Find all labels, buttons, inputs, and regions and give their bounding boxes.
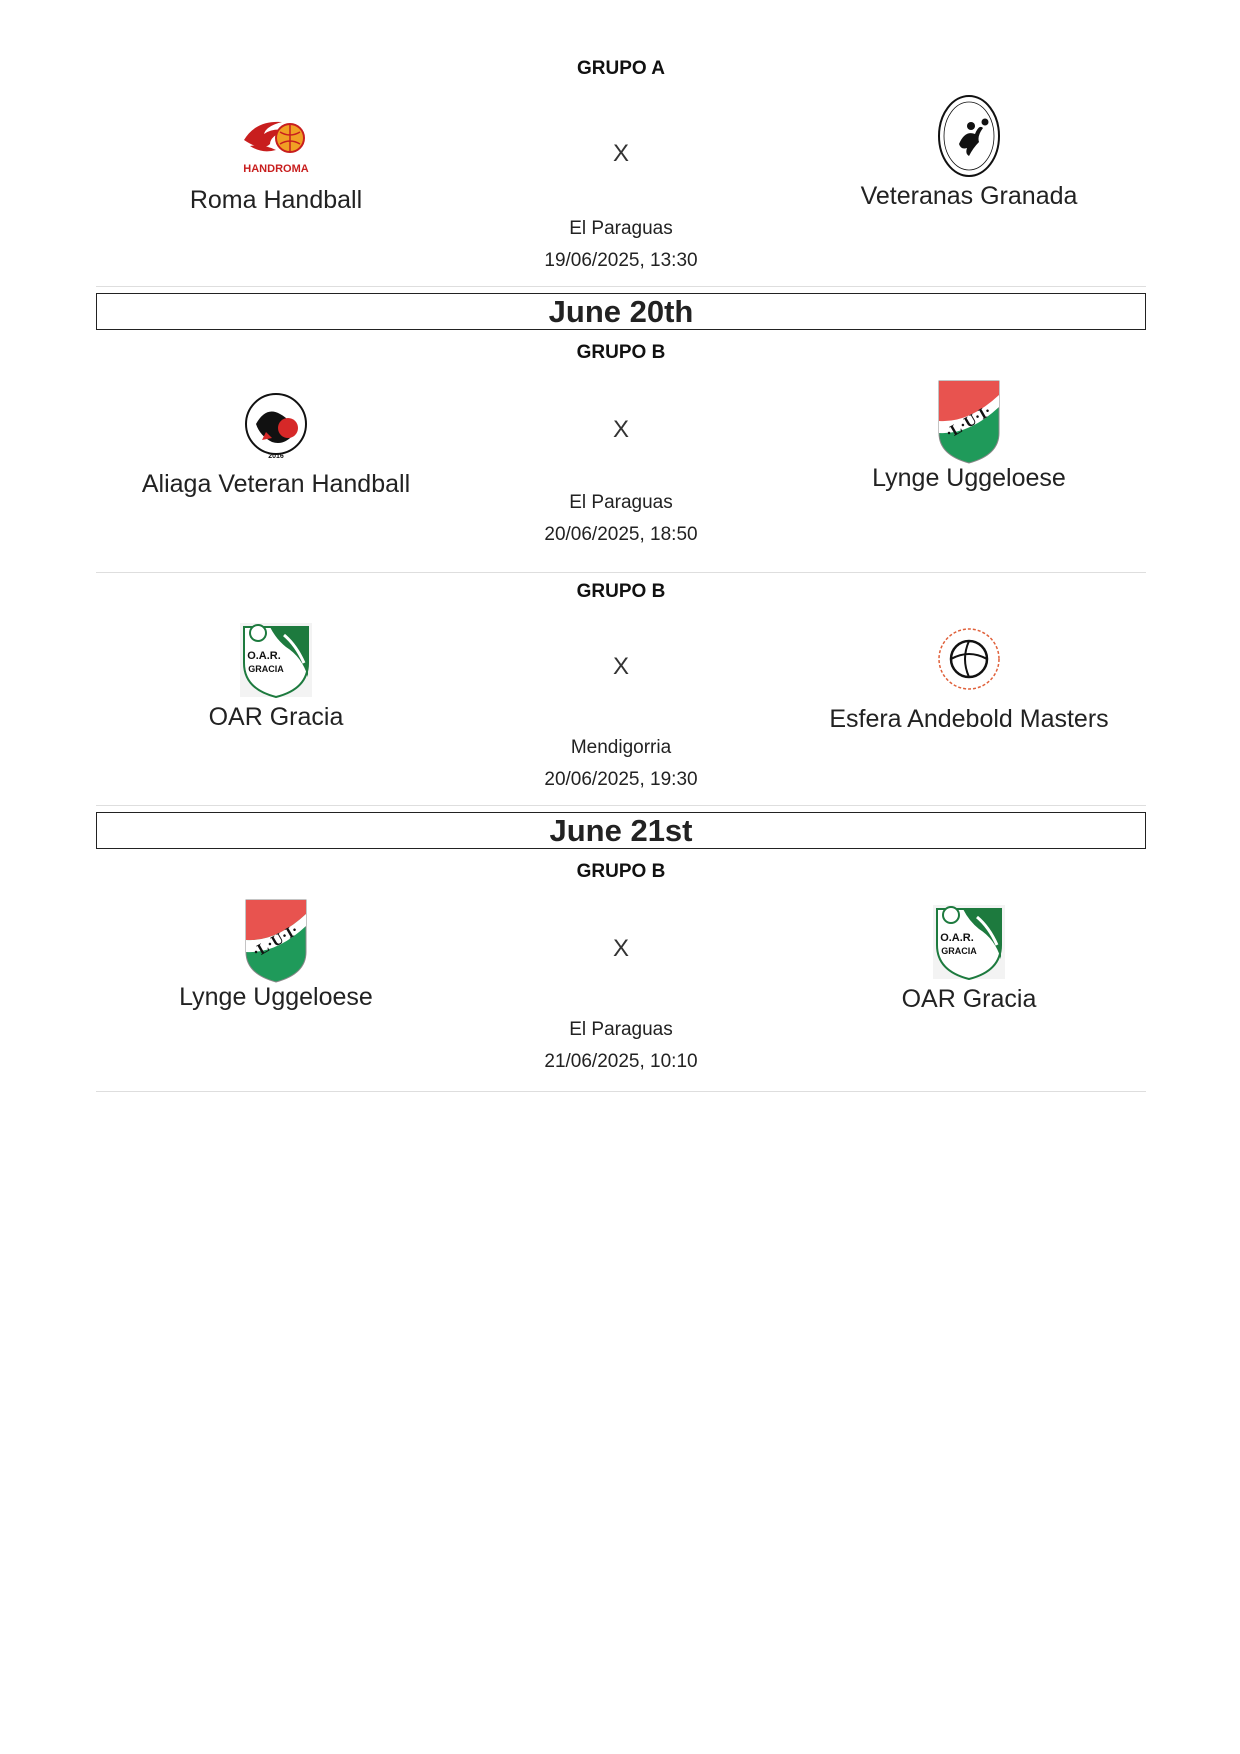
schedule-page bbox=[96, 0, 1146, 1092]
match-datetime: 21/06/2025, 10:10 bbox=[544, 1051, 698, 1072]
venue: Mendigorria bbox=[570, 737, 672, 758]
away-team bbox=[789, 899, 1149, 1014]
svg-text:·L·U·I·: ·L·U·I· bbox=[942, 402, 995, 443]
svg-text:O.A.R.: O.A.R. bbox=[940, 932, 974, 944]
day-header: June 20th bbox=[96, 293, 1146, 330]
esfera-andebol-masters-logo-icon bbox=[929, 619, 1009, 703]
venue: El Paraguas bbox=[569, 218, 673, 239]
match-datetime: 20/06/2025, 19:30 bbox=[544, 769, 698, 790]
away-team-name: Veteranas Granada bbox=[860, 182, 1078, 210]
svg-text:2016: 2016 bbox=[268, 453, 284, 460]
balonmano-veteranas-granada-logo-icon bbox=[929, 92, 1009, 180]
away-team-name: Lynge Uggeloese bbox=[872, 464, 1066, 492]
day-header: June 21st bbox=[96, 812, 1146, 849]
versus-marker: X bbox=[612, 140, 629, 167]
away-team bbox=[789, 92, 1149, 211]
match-card bbox=[96, 336, 1146, 573]
svg-text:HANDROMA: HANDROMA bbox=[243, 163, 309, 175]
match-card bbox=[96, 573, 1146, 806]
away-team bbox=[789, 372, 1149, 493]
match-card bbox=[96, 0, 1146, 287]
group-label: GRUPO B bbox=[576, 861, 666, 882]
svg-text:·L·U·I·: ·L·U·I· bbox=[249, 921, 302, 962]
away-team-name: Esfera Andebold Masters bbox=[829, 705, 1109, 733]
venue: El Paraguas bbox=[569, 492, 673, 513]
group-label: GRUPO B bbox=[576, 342, 666, 363]
venue: El Paraguas bbox=[569, 1019, 673, 1040]
versus-marker: X bbox=[612, 416, 629, 443]
versus-marker: X bbox=[612, 653, 629, 680]
match-datetime: 19/06/2025, 13:30 bbox=[544, 250, 698, 271]
svg-text:GRACIA: GRACIA bbox=[248, 664, 284, 674]
home-team-name: Aliaga Veteran Handball bbox=[141, 470, 411, 498]
oar-gracia-shield-logo-icon bbox=[929, 899, 1009, 983]
lui-shield-logo-icon bbox=[929, 372, 1009, 468]
away-team bbox=[789, 619, 1149, 734]
home-team-name: Roma Handball bbox=[189, 186, 363, 214]
svg-text:GRACIA: GRACIA bbox=[941, 946, 977, 956]
match-datetime: 20/06/2025, 18:50 bbox=[544, 524, 698, 545]
group-label: GRUPO B bbox=[576, 581, 666, 602]
versus-marker: X bbox=[612, 935, 629, 962]
match-card bbox=[96, 855, 1146, 1092]
group-label: GRUPO A bbox=[577, 58, 665, 79]
away-team-name: OAR Gracia bbox=[901, 985, 1037, 1013]
home-team-name: OAR Gracia bbox=[208, 703, 344, 731]
home-team-name: Lynge Uggeloese bbox=[179, 983, 373, 1011]
svg-text:O.A.R.: O.A.R. bbox=[247, 650, 281, 662]
